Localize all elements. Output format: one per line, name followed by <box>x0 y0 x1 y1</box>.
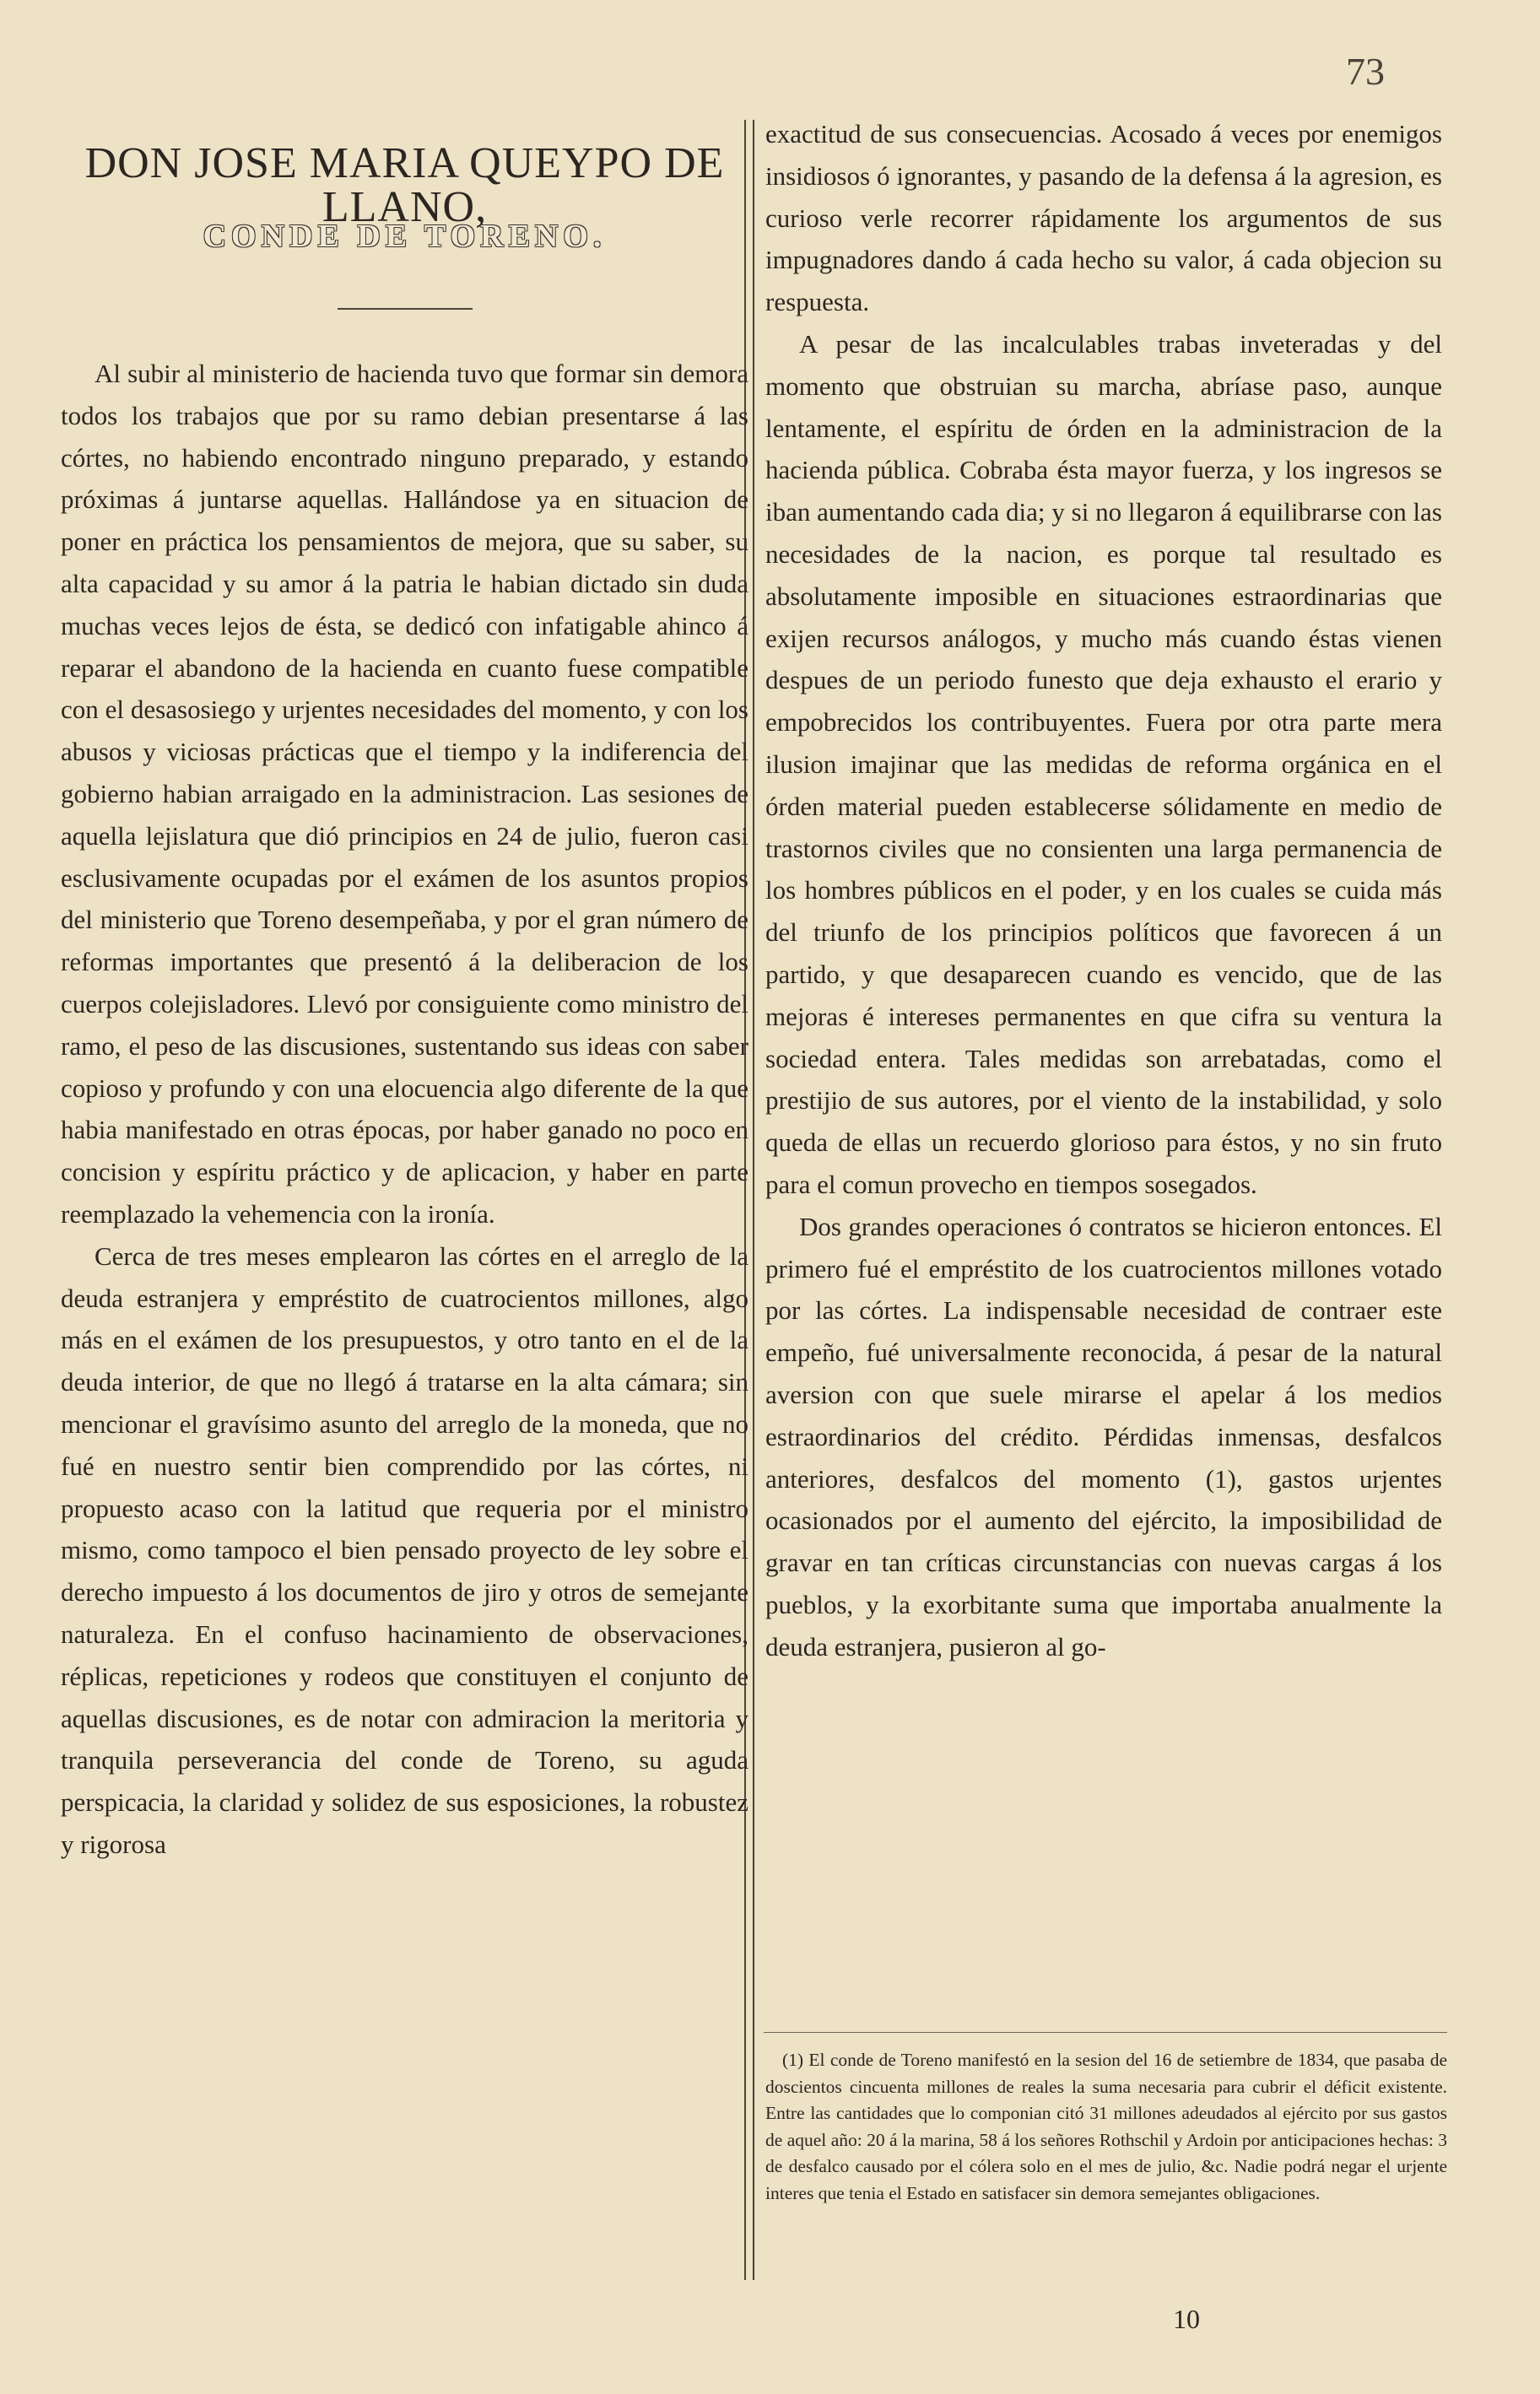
footnote-rule <box>764 2032 1447 2033</box>
left-column <box>61 353 748 1866</box>
signature-mark: 10 <box>1173 2304 1200 2334</box>
left-paragraph-2: Cerca de tres meses emplearon las córtes en el arreglo de la deuda estranjera y empréstito de cuatrocientos millones, algo más en el exámen de los presupuestos, y otro tanto en el de la deuda interior, de que no llegó á tratarse en la alta cámara; sin mencionar el gravísimo asunto del arreglo de la moneda, que no fué en nuestro sentir bien comprendido por las córtes, ni propuesto acaso con la latitud que requeria por el ministro mismo, como tampoco el bien pensado proyecto de ley sobre el derecho impuesto á los documentos de jiro y otros de semejante naturaleza. En el confuso hacinamiento de observaciones, réplicas, repeticiones y rodeos que constituyen el conjunto de aquellas discusiones, es de notar con admiracion la meritoria y tranquila perseverancia del conde de Toreno, su aguda perspicacia, la claridad y solidez de sus esposiciones, la robustez y rigorosa <box>61 1240 748 1859</box>
heading-rule <box>338 308 473 310</box>
article-heading: DON JOSE MARIA QUEYPO DE LLANO, <box>84 139 725 231</box>
page-number: 73 <box>1346 50 1385 93</box>
right-column <box>765 113 1442 1667</box>
right-continuation-paragraph: exactitud de sus consecuencias. Acosado á veces por enemigos insidiosos ó ignorantes, y pasando de la defensa á la agresion, es curioso verle recorrer rápidamente los argumentos de sus impugnadores dando á cada hecho su valor, á cada objecion su respuesta. <box>765 119 1442 317</box>
article-subheading: CONDE DE TORENO. <box>203 219 607 254</box>
footnote: (1) El conde de Toreno manifestó en la sesion del 16 de setiembre de 1834, que pasaba de doscientos cincuenta millones de reales la suma necesaria para cubrir el déficit existente. Entre las cantidades que lo componian citó 31 millones adeudados al ejército por sus gastos de aquel año: 20 á la marina, 58 á los señores Rothschil y Ardoin por anticipaciones hechas: 3 de desfalco causado por el cólera solo en el mes de julio, &c. Nadie podrá negar el urjente interes que tenia el Estado en satisfacer sin demora semejantes obligaciones. <box>765 2050 1447 2203</box>
right-paragraph-2: Dos grandes operaciones ó contratos se hicieron entonces. El primero fué el empréstito de los cuatrocientos millones votado por las córtes. La indispensable necesidad de contraer este empeño, fué universalmente reconocida, á pesar de la natural aversion con que suele mirarse el apelar á los medios estraordinarios del crédito. Pérdidas inmensas, desfalcos anteriores, desfalcos del momento (1), gastos urjentes ocasionados por el aumento del ejército, la imposibilidad de gravar en tan críticas circunstancias con nuevas cargas á los pueblos, y la exorbitante suma que importaba anualmente la deuda estranjera, pusieron al go- <box>765 1211 1442 1662</box>
right-paragraph-1: A pesar de las incalculables trabas inveteradas y del momento que obstruian su marcha, abríase paso, aunque lentamente, el espíritu de órden en la administracion de la hacienda pública. Cobraba ésta mayor fuerza, y los ingresos se iban aumentando cada dia; y si no llegaron á equilibrarse con las necesidades de la nacion, es porque tal resultado es absolutamente imposible en situaciones estraordinarias que exijen recursos análogos, y mucho más cuando éstas vienen despues de un periodo funesto que deja exhausto el erario y empobrecidos los contribuyentes. Fuera por otra parte mera ilusion imajinar que las medidas de reforma orgánica en el órden material pueden establecerse sólidamente en medio de trastornos civiles que no consienten una larga permanencia de los hombres públicos en el poder, y en los cuales se cuida más del triunfo de los principios políticos que favorecen á un partido, y que desaparecen cuando es vencido, que de las mejoras é intereses permanentes en que cifra su ventura la sociedad entera. Tales medidas son arrebatadas, como el prestijio de sus autores, por el viento de la instabilidad, y solo queda de ellas un recuerdo glorioso para éstos, y no sin fruto para el comun provecho en tiempos sosegados. <box>765 328 1442 1199</box>
left-paragraph-1: Al subir al ministerio de hacienda tuvo que formar sin demora todos los trabajos que por su ramo debian presentarse á las córtes, no habiendo encontrado ninguno preparado, y estando próximas á juntarse aquellas. Hallándose ya en situacion de poner en práctica los pensamientos de mejora, que su saber, su alta capacidad y su amor á la patria le habian dictado sin duda muchas veces lejos de ésta, se dedicó con infatigable ahinco á reparar el abandono de la hacienda en cuanto fuese compatible con el desasosiego y urjentes necesidades del momento, y con los abusos y viciosas prácticas que el tiempo y la indiferencia del gobierno habian arraigado en la administracion. Las sesiones de aquella lejislatura que dió principios en 24 de julio, fueron casi esclusivamente ocupadas por el exámen de los asuntos propios del ministerio que Toreno desempeñaba, y por el gran número de reformas importantes que presentó á la deliberacion de los cuerpos colejisladores. Llevó por consiguiente como ministro del ramo, el peso de las discusiones, sustentando sus ideas con saber copioso y profundo y con una elocuencia algo diferente de la que habia manifestado en otras épocas, por haber ganado no poco en concision y espíritu práctico y de aplicacion, y haber en parte reemplazado la vehemencia con la ironía. <box>61 359 748 1229</box>
